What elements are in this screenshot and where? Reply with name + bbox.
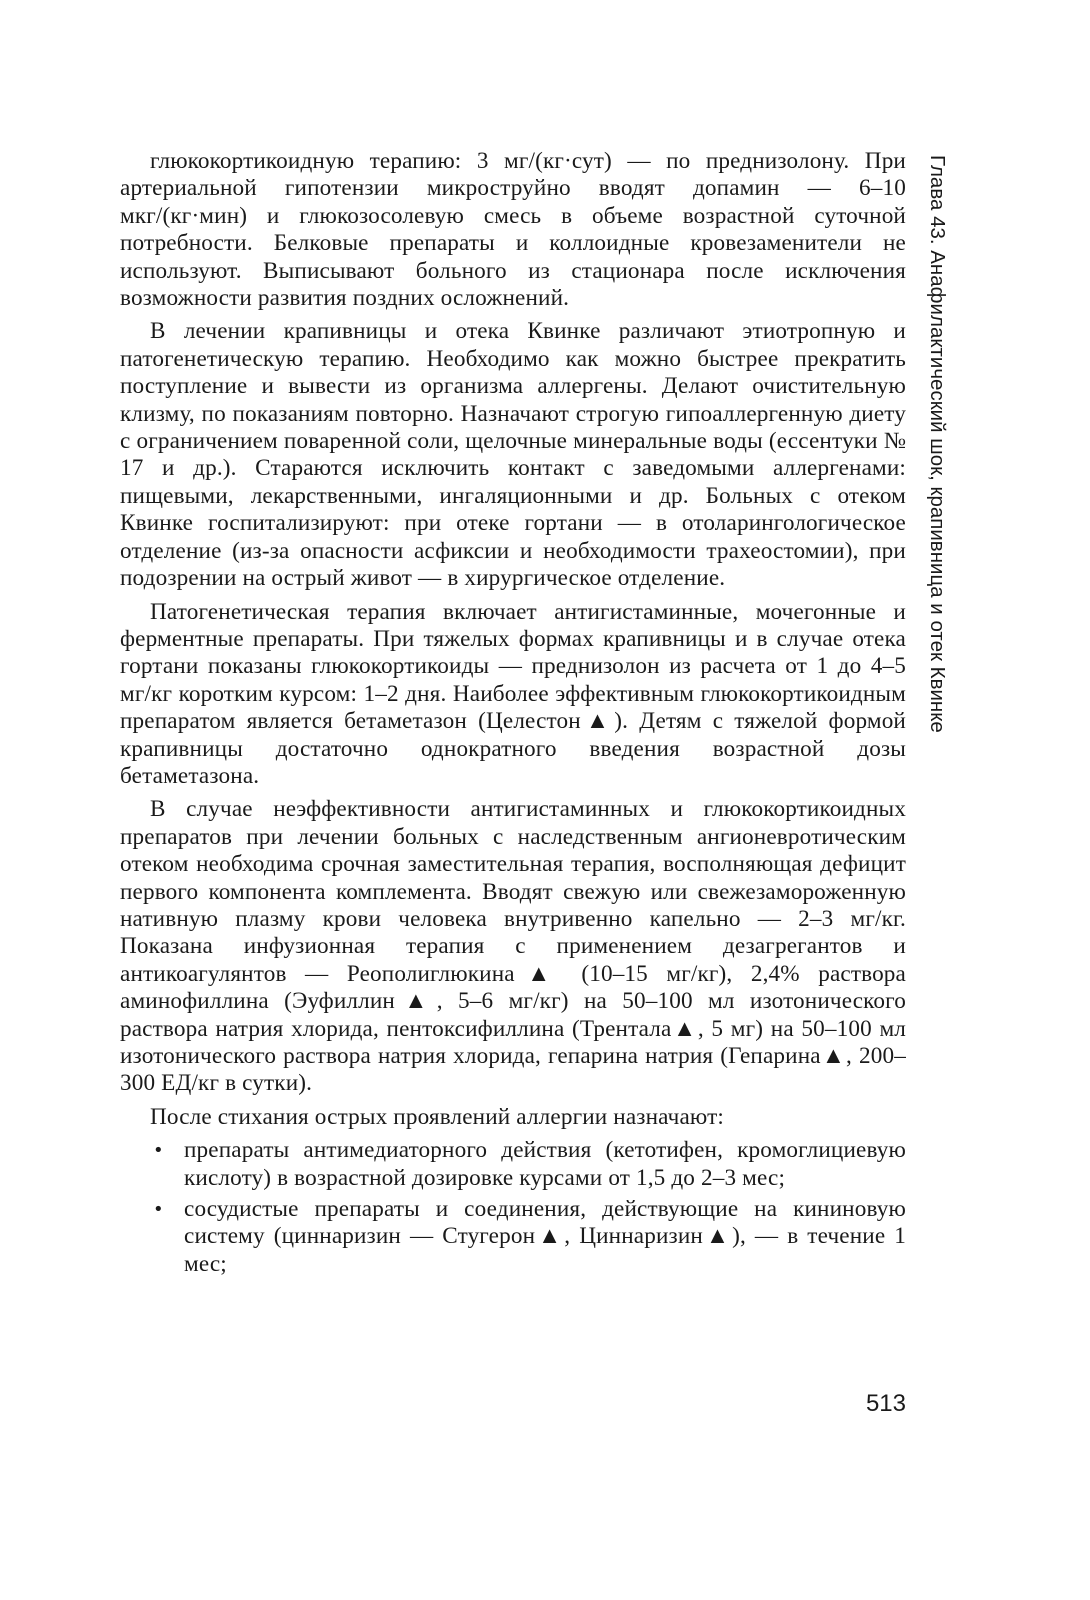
paragraph-after-acute: После стихания острых проявлений аллергии назначают: bbox=[150, 1103, 724, 1130]
paragraph-etiotropic-therapy: В лечении крапивницы и отека Квинке различают этиотропную и патогенетическую терапию. Необходимо как можно быстрее прекратить поступление и вывести из организма аллергены. Делают очистительную клизму, по показаниям повторно. Назначают строгую гипоаллергенную диету с ограничением поваренной соли, щелочные минеральные воды (ессентуки № 17 и др.). Стараются исключить контакт с заведомыми аллергенами: пищевыми, лекарственными, ингаляционными и др. Больных с отеком Квинке госпитализируют: при отеке гортани — в отоларингологическое отделение (из-за опасности асфиксии и необходимости трахеостомии), при подозрении на острый живот — в хирургическое отделение. bbox=[120, 318, 906, 592]
paragraph-replacement-therapy: В случае неэффективности антигистаминных и глюкокортикоидных препаратов при лечении больных с наследственным ангионевротическим отеком необходима срочная заместительная терапия, восполняющая дефицит первого компонента комплемента. Вводят свежую или свежезамороженную нативную плазму крови человека внутривенно капельно — 2–3 мг/кг. Показана инфузионная терапия с применением дезагрегантов и антикоагулянтов — Реополиглюкина▲ (10–15 мг/кг), 2,4% раствора аминофиллина (Эуфиллин▲, 5–6 мг/кг) на 50–100 мл изотонического раствора натрия хлорида, пентоксифиллина (Трентала▲, 5 мг) на 50–100 мл изотонического раствора натрия хлорида, гепарина натрия (Гепарина▲, 200–300 ЕД/кг в сутки). bbox=[120, 796, 906, 1097]
list-item bbox=[120, 1196, 906, 1278]
paragraph-continuation: глюкокортикоидную терапию: 3 мг/(кг·сут) — по преднизолону. При артериальной гипотензии микроструйно вводят допамин — 6–10 мкг/(кг·мин) и глюкозосолевую смесь в объеме возрастной суточной потребности. Белковые препараты и коллоидные кровезаменители не используют. Выписывают больного из стационара после исключения возможности развития поздних осложнений. bbox=[120, 148, 906, 312]
list-item bbox=[120, 1137, 906, 1192]
running-head: Глава 43. Анафилактический шок, крапивница и отек Квинке bbox=[926, 155, 949, 733]
list-item-text: сосудистые препараты и соединения, действующие на кининовую систему (циннаризин — Стугерон▲, Циннаризин▲), — в течение 1 мес; bbox=[184, 1196, 906, 1277]
list-item-text: препараты антимедиаторного действия (кетотифен, кромоглициевую кислоту) в возрастной дозировке курсами от 1,5 до 2–3 мес; bbox=[184, 1137, 906, 1191]
page-number: 513 bbox=[865, 1390, 906, 1417]
bullet-icon: • bbox=[153, 1140, 164, 1162]
body-text bbox=[120, 148, 906, 1282]
treatment-list bbox=[120, 1137, 906, 1278]
paragraph-pathogenetic-therapy: Патогенетическая терапия включает антигистаминные, мочегонные и ферментные препараты. При тяжелых формах крапивницы и в случае отека гортани показаны глюкокортикоиды — преднизолон из расчета от 1 до 4–5 мг/кг коротким курсом: 1–2 дня. Наиболее эффективным глюкокортикоидным препаратом является бетаметазон (Целестон▲). Детям с тяжелой формой крапивницы достаточно однократного введения возрастной дозы бетаметазона. bbox=[120, 598, 906, 789]
bullet-icon: • bbox=[153, 1199, 164, 1221]
